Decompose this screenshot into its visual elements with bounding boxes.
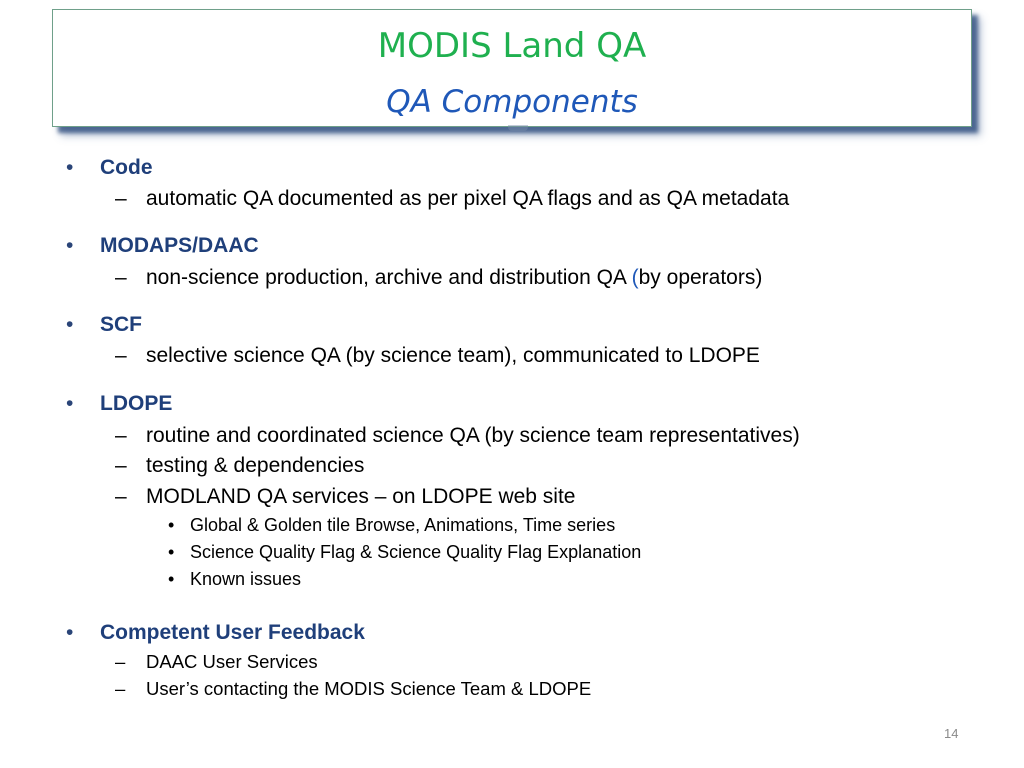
bullet-icon: • (168, 569, 175, 589)
sub-item-paren: ( (631, 266, 639, 289)
slide-title: MODIS Land QA (377, 26, 647, 66)
dash-icon: – (115, 485, 127, 508)
bullet-icon: • (66, 392, 74, 415)
bullet-item-scf (66, 313, 142, 337)
sub-sub-item-text: Known issues (190, 569, 302, 589)
dash-icon: – (115, 266, 127, 289)
sub-item-text: DAAC User Services (146, 651, 318, 672)
sub-item-text: selective science QA (by science team), communicated to LDOPE (146, 344, 760, 367)
bullet-item-competent-user-feedback (66, 621, 365, 645)
sub-item-text: MODLAND QA services – on LDOPE web site (146, 485, 576, 508)
sub-item-text: User’s contacting the MODIS Science Team & LDOPE (146, 678, 592, 699)
bullet-heading: MODAPS/DAAC (100, 234, 259, 257)
dash-icon: – (115, 187, 127, 210)
sub-item (115, 651, 318, 673)
bullet-item-code (66, 156, 153, 180)
bullet-icon: • (66, 621, 74, 644)
dash-icon: – (115, 678, 126, 699)
sub-item-text: testing & dependencies (146, 454, 365, 477)
bullet-heading: Code (100, 156, 153, 179)
sub-item-text: non-science production, archive and distribution QA (146, 266, 632, 289)
bullet-item-modaps-daac (66, 234, 259, 258)
bullet-heading: SCF (100, 313, 142, 336)
bullet-item-ldope (66, 392, 173, 416)
sub-sub-item (168, 569, 302, 590)
sub-item (115, 454, 365, 478)
slide-subtitle: QA Components (386, 84, 638, 120)
dash-icon: – (115, 344, 127, 367)
bullet-icon: • (66, 313, 74, 336)
bullet-heading: Competent User Feedback (100, 621, 365, 644)
sub-item (115, 344, 760, 368)
bullet-icon: • (168, 515, 175, 535)
bullet-icon: • (66, 234, 74, 257)
sub-sub-item (168, 542, 642, 563)
dash-icon: – (115, 454, 127, 477)
sub-item-text-end: by operators) (638, 266, 763, 289)
bullet-icon: • (66, 156, 74, 179)
sub-item (115, 424, 800, 448)
dash-icon: – (115, 424, 127, 447)
sub-item (115, 266, 763, 290)
bullet-icon: • (168, 542, 175, 562)
sub-item-text: routine and coordinated science QA (by science team representatives) (146, 424, 800, 447)
sub-sub-item (168, 515, 616, 536)
sub-item-text: automatic QA documented as per pixel QA flags and as QA metadata (146, 187, 790, 210)
sub-sub-item-text: Global & Golden tile Browse, Animations, Time series (190, 515, 616, 535)
sub-item (115, 485, 576, 509)
sub-sub-item-text: Science Quality Flag & Science Quality Flag Explanation (190, 542, 642, 562)
sub-item (115, 678, 592, 700)
sub-item (115, 187, 790, 211)
page-number: 14 (944, 726, 959, 741)
bullet-heading: LDOPE (100, 392, 173, 415)
dash-icon: – (115, 651, 126, 672)
